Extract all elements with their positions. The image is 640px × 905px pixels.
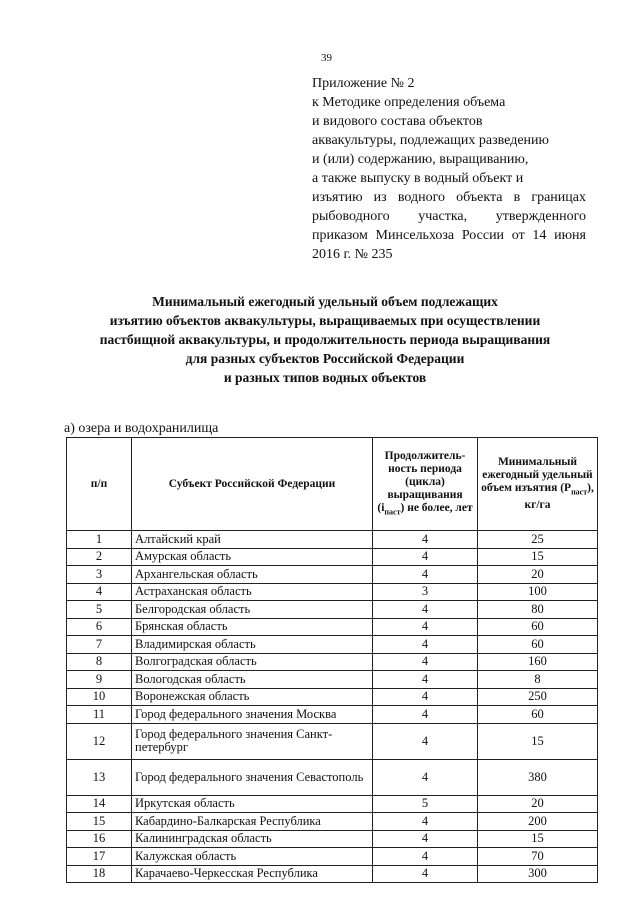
row-subject: Калининградская область: [132, 830, 373, 848]
row-num: 15: [67, 813, 132, 831]
row-num: 11: [67, 706, 132, 724]
table-row: [67, 706, 598, 724]
row-num: 1: [67, 531, 132, 549]
row-volume: 80: [478, 601, 598, 619]
header-period-main: Продолжитель- ность периода (цикла) выращивания (i: [377, 449, 466, 514]
table-row: [67, 618, 598, 636]
appendix-line: Приложение № 2: [312, 76, 415, 91]
row-subject: Карачаево-Черкесская Республика: [132, 865, 373, 883]
appendix-block: [312, 74, 586, 264]
data-table: [66, 437, 598, 883]
table-row: [67, 601, 598, 619]
row-period: 4: [373, 848, 478, 866]
table-row: [67, 830, 598, 848]
appendix-line: и (или) содержанию, выращиванию,: [312, 152, 529, 167]
row-period: 4: [373, 759, 478, 795]
row-subject: Калужская область: [132, 848, 373, 866]
header-period-tail: ) не более, лет: [400, 501, 473, 514]
row-subject: Владимирская область: [132, 636, 373, 654]
table-row: [67, 723, 598, 759]
row-num: 12: [67, 723, 132, 759]
row-num: 13: [67, 759, 132, 795]
row-volume: 20: [478, 795, 598, 813]
row-num: 10: [67, 688, 132, 706]
row-num: 17: [67, 848, 132, 866]
appendix-line: изъятию из водного объекта в границах: [312, 190, 586, 205]
title-line: и разных типов водных объектов: [223, 370, 427, 385]
table-row: [67, 531, 598, 549]
row-num: 16: [67, 830, 132, 848]
header-num: п/п: [67, 438, 132, 531]
row-volume: 100: [478, 583, 598, 601]
header-period: [373, 438, 478, 531]
appendix-line: рыбоводного участка, утвержденного: [312, 209, 586, 224]
row-num: 7: [67, 636, 132, 654]
row-period: 4: [373, 830, 478, 848]
section-label: а) озера и водохранилища: [64, 421, 219, 436]
row-num: 3: [67, 566, 132, 584]
row-period: 4: [373, 653, 478, 671]
row-subject: Волгоградская область: [132, 653, 373, 671]
row-subject: Амурская область: [132, 548, 373, 566]
row-volume: 70: [478, 848, 598, 866]
table-row: [67, 566, 598, 584]
table-row: [67, 653, 598, 671]
row-subject: Кабардино-Балкарская Республика: [132, 813, 373, 831]
title-line: Минимальный ежегодный удельный объем подлежащих: [152, 294, 498, 309]
row-period: 4: [373, 548, 478, 566]
row-num: 2: [67, 548, 132, 566]
row-subject: Белгородская область: [132, 601, 373, 619]
header-volume-tail: ), кг/га: [524, 482, 594, 511]
row-period: 4: [373, 813, 478, 831]
row-period: 4: [373, 865, 478, 883]
table-header-row: [67, 438, 598, 531]
appendix-line: и видового состава объектов: [312, 114, 483, 129]
row-period: 4: [373, 601, 478, 619]
row-volume: 380: [478, 759, 598, 795]
page-number: 39: [321, 52, 332, 64]
row-num: 14: [67, 795, 132, 813]
row-period: 4: [373, 688, 478, 706]
row-volume: 15: [478, 830, 598, 848]
row-volume: 60: [478, 618, 598, 636]
row-volume: 15: [478, 548, 598, 566]
row-volume: 25: [478, 531, 598, 549]
table-row: [67, 671, 598, 689]
row-period: 4: [373, 723, 478, 759]
header-period-sub: паст: [384, 507, 401, 517]
row-period: 3: [373, 583, 478, 601]
row-period: 4: [373, 618, 478, 636]
table-row: [67, 688, 598, 706]
table-row: [67, 548, 598, 566]
row-volume: 8: [478, 671, 598, 689]
header-volume: [478, 438, 598, 531]
table-row: [67, 848, 598, 866]
header-volume-sub: паст: [571, 487, 588, 497]
row-volume: 200: [478, 813, 598, 831]
row-subject: Вологодская область: [132, 671, 373, 689]
row-period: 4: [373, 706, 478, 724]
appendix-line: а также выпуску в водный объект и: [312, 171, 524, 186]
row-subject: Воронежская область: [132, 688, 373, 706]
row-subject: Город федерального значения Севастополь: [132, 759, 373, 795]
row-period: 4: [373, 636, 478, 654]
row-period: 4: [373, 531, 478, 549]
appendix-line: к Методике определения объема: [312, 95, 506, 110]
row-num: 5: [67, 601, 132, 619]
row-volume: 300: [478, 865, 598, 883]
row-num: 18: [67, 865, 132, 883]
row-period: 4: [373, 566, 478, 584]
row-subject: Город федерального значения Москва: [132, 706, 373, 724]
table-row: [67, 865, 598, 883]
table-row: [67, 636, 598, 654]
row-volume: 250: [478, 688, 598, 706]
table-row: [67, 583, 598, 601]
appendix-line: приказом Минсельхоза России от 14 июня: [312, 228, 586, 243]
row-volume: 60: [478, 636, 598, 654]
table-row: [67, 813, 598, 831]
title-line: пастбищной аквакультуры, и продолжительность периода выращивания: [99, 332, 551, 347]
header-volume-main: Минимальный ежегодный удельный объем изъятия (P: [481, 456, 593, 495]
row-period: 4: [373, 671, 478, 689]
row-subject: Иркутская область: [132, 795, 373, 813]
row-volume: 60: [478, 706, 598, 724]
row-subject: Архангельская область: [132, 566, 373, 584]
row-num: 8: [67, 653, 132, 671]
row-num: 9: [67, 671, 132, 689]
document-title: [60, 292, 590, 387]
title-line: для разных субъектов Российской Федерации: [185, 351, 465, 366]
appendix-line: 2016 г. № 235: [312, 247, 393, 262]
row-num: 4: [67, 583, 132, 601]
header-subject: Субъект Российской Федерации: [132, 438, 373, 531]
row-subject: Город федерального значения Санкт-петербург: [132, 723, 373, 759]
table-row: [67, 759, 598, 795]
row-num: 6: [67, 618, 132, 636]
row-period: 5: [373, 795, 478, 813]
row-subject: Астраханская область: [132, 583, 373, 601]
table-row: [67, 795, 598, 813]
row-subject: Алтайский край: [132, 531, 373, 549]
title-line: изъятию объектов аквакультуры, выращиваемых при осуществлении: [109, 313, 541, 328]
row-volume: 160: [478, 653, 598, 671]
row-volume: 20: [478, 566, 598, 584]
appendix-line: аквакультуры, подлежащих разведению: [312, 133, 549, 148]
row-subject: Брянская область: [132, 618, 373, 636]
row-volume: 15: [478, 723, 598, 759]
